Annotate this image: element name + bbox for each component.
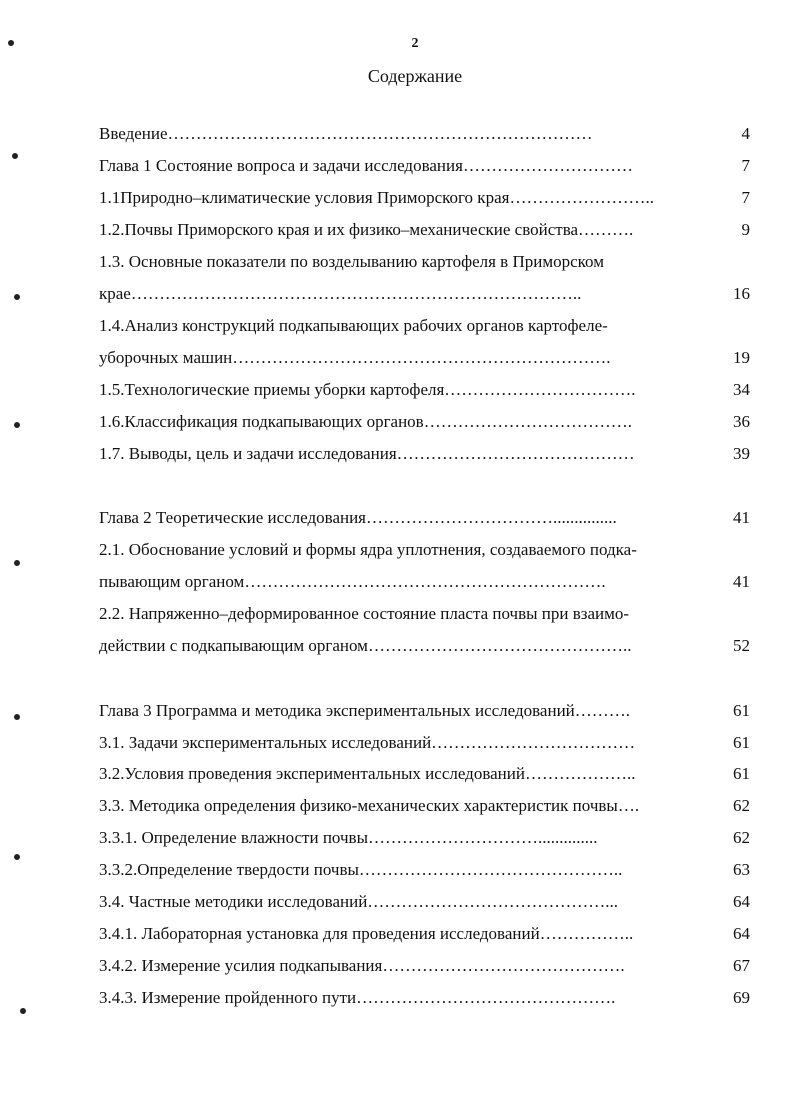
toc-page-number: 69 — [733, 988, 750, 1007]
toc-leader-dots: ………………………………. — [423, 412, 632, 431]
toc-leader-dots: ………. — [578, 220, 634, 239]
toc-page-number: 62 — [733, 828, 750, 847]
toc-leader-dots: ……………………………………... — [367, 892, 619, 911]
toc-entry-title: Глава 2 Теоретические исследования — [99, 508, 367, 527]
toc-entry — [99, 250, 750, 274]
toc-entry — [99, 731, 750, 755]
toc-leader-dots: ………………………………………. — [356, 988, 616, 1007]
toc-entry — [99, 186, 750, 210]
toc-entry — [99, 699, 750, 723]
toc-page-number: 41 — [733, 508, 750, 527]
toc-leader-dots: …………………………………… — [396, 444, 635, 463]
toc-entry-title: уборочных машин — [99, 348, 233, 367]
toc-leader-dots: ……………………………………….. — [358, 860, 623, 879]
toc-entry — [99, 378, 750, 402]
binding-hole-mark — [14, 422, 20, 428]
toc-leader-dots: …………………………………………………………………….. — [130, 284, 582, 303]
toc-entry — [99, 122, 750, 146]
toc-entry-title: 1.6.Классификация подкапывающих органов — [99, 412, 424, 431]
toc-leader-dots: ……………….. — [524, 764, 636, 783]
toc-entry — [99, 410, 750, 434]
toc-leader-dots: ………………………….............. — [368, 828, 598, 847]
binding-hole-mark — [14, 714, 20, 720]
toc-entry — [99, 442, 750, 466]
toc-entry — [99, 506, 750, 530]
toc-page-number: 64 — [733, 924, 750, 943]
toc-entry — [99, 602, 750, 626]
toc-entry-title: Глава 3 Программа и методика экспериментальных исследований — [99, 701, 575, 720]
toc-leader-dots: ……………………………………….. — [367, 636, 632, 655]
toc-entry — [99, 890, 750, 914]
binding-hole-mark — [14, 854, 20, 860]
binding-hole-mark — [14, 560, 20, 566]
toc-entry-title: 3.3.2.Определение твердости почвы — [99, 860, 359, 879]
page-title: Содержание — [367, 66, 463, 86]
binding-hole-mark — [14, 294, 20, 300]
toc-entry-title: Введение — [99, 124, 168, 143]
toc-entry — [99, 218, 750, 242]
toc-entry — [99, 762, 750, 786]
toc-entry — [99, 858, 750, 882]
toc-leader-dots: …………….. — [539, 924, 634, 943]
toc-page-number: 36 — [733, 412, 750, 431]
toc-leader-dots: …………………………………………………………. — [232, 348, 611, 367]
toc-page-number: 62 — [733, 796, 750, 815]
toc-entry — [99, 570, 750, 594]
toc-entry — [99, 922, 750, 946]
toc-entry-title: крае — [99, 284, 131, 303]
toc-page-number: 61 — [733, 733, 750, 752]
toc-entry-title: 3.4. Частные методики исследований — [99, 892, 368, 911]
toc-entry-title: 3.1. Задачи экспериментальных исследований — [99, 733, 432, 752]
toc-entry-title: 1.7. Выводы, цель и задачи исследования — [99, 444, 397, 463]
binding-hole-mark — [12, 153, 18, 159]
toc-entry-title: 1.2.Почвы Приморского края и их физико–механические свойства — [99, 220, 579, 239]
toc-page-number: 34 — [733, 380, 750, 399]
page-number: 2 — [411, 36, 419, 51]
toc-page-number: 19 — [733, 348, 750, 367]
toc-entry-title: 3.3.1. Определение влажности почвы — [99, 828, 368, 847]
toc-page-number: 61 — [733, 764, 750, 783]
toc-leader-dots: ………………………… — [462, 156, 633, 175]
toc-leader-dots: ……………………………………. — [382, 956, 625, 975]
toc-page-number: 7 — [741, 156, 750, 175]
toc-entry — [99, 538, 750, 562]
toc-entry-title: пывающим органом — [99, 572, 245, 591]
toc-entry-title: Глава 1 Состояние вопроса и задачи исследования — [99, 156, 463, 175]
toc-entry-title: 3.3. Методика определения физико-механических характеристик почвы — [99, 796, 618, 815]
toc-entry-title: 1.3. Основные показатели по возделыванию картофеля в Приморском — [99, 252, 604, 271]
toc-page-number: 7 — [741, 188, 750, 207]
toc-entry — [99, 986, 750, 1010]
toc-page-number: 61 — [733, 701, 750, 720]
toc-page-number: 52 — [733, 636, 750, 655]
toc-leader-dots: ………………………………………………………. — [244, 572, 606, 591]
binding-hole-mark — [8, 40, 14, 46]
toc-entry-title: 3.4.2. Измерение усилия подкапывания — [99, 956, 383, 975]
toc-leader-dots: …………………….. — [509, 188, 654, 207]
toc-leader-dots: ………………………………………………………………… — [167, 124, 593, 143]
toc-entry — [99, 826, 750, 850]
toc-entry-title: 3.4.1. Лабораторная установка для проведения исследований — [99, 924, 540, 943]
toc-page-number: 9 — [741, 220, 750, 239]
toc-entry — [99, 954, 750, 978]
toc-page-number: 63 — [733, 860, 750, 879]
toc-leader-dots: ……………………………............... — [366, 508, 617, 527]
toc-entry-title: 2.1. Обоснование условий и формы ядра уплотнения, создаваемого подка- — [99, 540, 637, 559]
toc-entry-title: 1.1Природно–климатические условия Приморского края — [99, 188, 510, 207]
toc-entry — [99, 282, 750, 306]
toc-leader-dots: ……………………………… — [431, 733, 636, 752]
toc-page-number: 4 — [741, 124, 750, 143]
toc-page-number: 41 — [733, 572, 750, 591]
toc-entry-title: действии с подкапывающим органом — [99, 636, 368, 655]
toc-leader-dots: …. — [617, 796, 640, 815]
toc-entry — [99, 794, 750, 818]
toc-entry-title: 1.5.Технологические приемы уборки картофеля — [99, 380, 445, 399]
toc-entry — [99, 634, 750, 658]
toc-leader-dots: ……………………………. — [444, 380, 636, 399]
toc-entry — [99, 314, 750, 338]
toc-entry-title: 2.2. Напряженно–деформированное состояние пласта почвы при взаимо- — [99, 604, 630, 623]
toc-page-number: 64 — [733, 892, 750, 911]
toc-entry — [99, 154, 750, 178]
toc-leader-dots: ………. — [574, 701, 631, 720]
toc-entry-title: 3.4.3. Измерение пройденного пути — [99, 988, 357, 1007]
toc-entry-title: 3.2.Условия проведения экспериментальных исследований — [99, 764, 525, 783]
toc-entry — [99, 346, 750, 370]
toc-page-number: 39 — [733, 444, 750, 463]
binding-hole-mark — [20, 1008, 26, 1014]
toc-page-number: 67 — [733, 956, 750, 975]
toc-entry-title: 1.4.Анализ конструкций подкапывающих рабочих органов картофеле- — [99, 316, 608, 335]
toc-page-number: 16 — [733, 284, 750, 303]
